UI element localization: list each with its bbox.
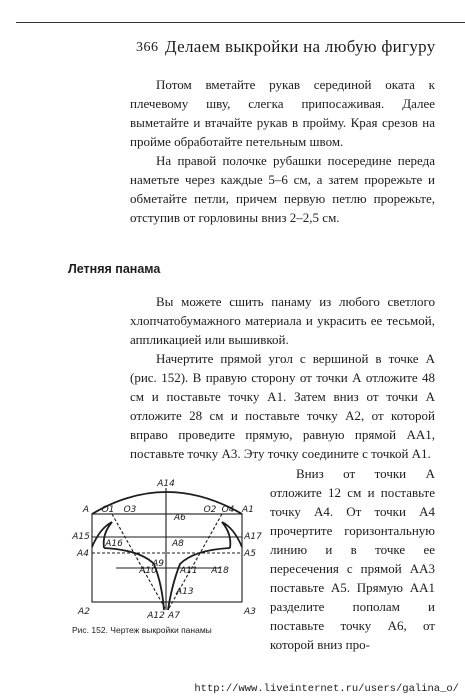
frame-rect [92, 514, 242, 602]
label-a14: А14 [157, 479, 175, 489]
label-a16: А16 [105, 539, 123, 549]
running-title: Делаем выкройки на любую фигуру [165, 37, 436, 56]
panama-pattern-diagram [70, 476, 265, 621]
label-o4: О4 [221, 505, 235, 515]
label-a: А [82, 505, 90, 515]
text-main [130, 292, 435, 463]
paragraph: Начертите прямой угол с вершиной в точке А (рис. 152). В правую сторону от точки А отложите 48 см и поставьте точку А1. Затем вниз от точки А отложите 28 см и поставьте точку А2, от которой вправо проведите прямую, равную прямой АА1, поставьте точку А3. Эту точку соедините с точкой А1. [130, 351, 435, 461]
label-a12: А12 [147, 611, 165, 621]
paragraph: На правой полочке рубашки посередине переда наметьте через каждые 5–6 см, а затем прорежьте и обметайте петли, причем первую петлю прорежьте, отступив от горловины вниз 2–2,5 см. [130, 153, 435, 225]
label-a4: А4 [77, 549, 89, 559]
section-heading: Летняя панама [68, 262, 161, 276]
text-side [270, 464, 435, 654]
label-a13: А13 [176, 587, 194, 597]
label-a8: А8 [172, 539, 184, 549]
page-number: 366 [136, 40, 159, 55]
dome-curve [92, 492, 242, 514]
label-a6: А6 [174, 513, 186, 523]
text-top [130, 75, 435, 227]
paragraph: Вниз от точки А отложите 12 см и поставьте точку А4. От точки А4 прочертите горизонтальную линию и в точке ее пересечения с прямой АА3 поставьте А5. Прямую АА1 разделите пополам и поставьте точку А6, от которой вниз про- [270, 466, 435, 652]
label-a10: А10 [139, 566, 157, 576]
label-a5: А5 [244, 549, 256, 559]
header-rule [16, 22, 465, 23]
footer-url: http://www.liveinternet.ru/users/galina_o/ [194, 683, 459, 695]
label-a17: А17 [244, 532, 262, 542]
crown-funnel [104, 548, 230, 610]
label-a9: А9 [152, 559, 164, 569]
figure-caption: Рис. 152. Чертеж выкройки панамы [72, 625, 212, 635]
label-a2: А2 [78, 607, 90, 617]
label-o3: О3 [123, 505, 137, 515]
label-a3: А3 [244, 607, 256, 617]
label-a11: А11 [180, 566, 198, 576]
label-a18: А18 [211, 566, 229, 576]
label-o1: О1 [101, 505, 115, 515]
paragraph: Вы можете сшить панаму из любого светлого хлопчатобумажного материала и украсить ее тесьмой, аппликацией или вышивкой. [130, 294, 435, 347]
label-a15: А15 [72, 532, 90, 542]
paragraph: Потом вметайте рукав серединой оката к плечевому шву, слегка припосаживая. Далее выметайте и втачайте рукав в пройму. Края срезов на пройме обработайте петельным швом. [130, 77, 435, 149]
label-o2: О2 [203, 505, 217, 515]
right-brim [222, 522, 242, 548]
label-a7: А7 [168, 611, 180, 621]
label-a1: А1 [242, 505, 254, 515]
